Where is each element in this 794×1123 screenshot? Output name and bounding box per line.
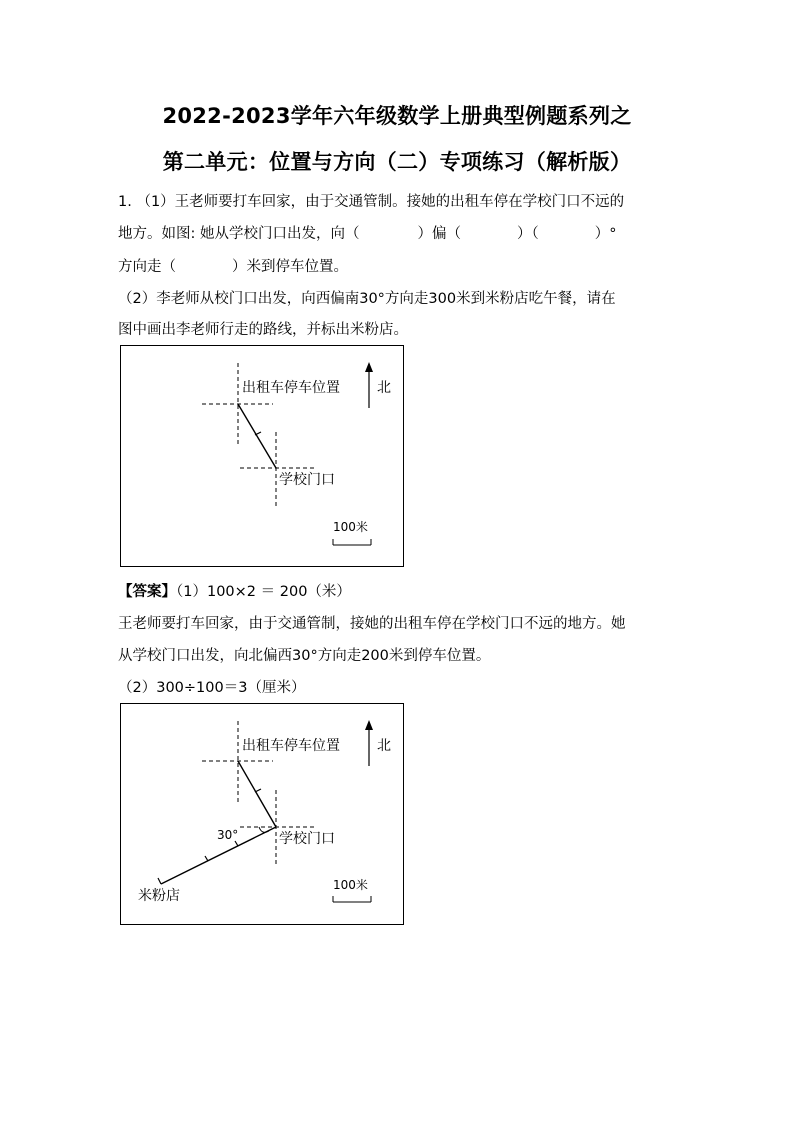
scale-label: 100米 bbox=[333, 878, 368, 892]
question-part2-line1: （2）李老师从校门口出发，向西偏南30°方向走300米到米粉店吃午餐，请在 bbox=[118, 291, 616, 307]
question-part1-line2b: ）偏（ bbox=[417, 226, 461, 242]
question-line-2 bbox=[118, 222, 617, 243]
angle-label: 30° bbox=[217, 828, 239, 842]
answer-explain-line1: 王老师要打车回家，由于交通管制，接她的出租车停在学校门口不远的地方。她 bbox=[118, 616, 626, 632]
question-line-3 bbox=[118, 255, 348, 276]
answer-part1: （1）100×2 ＝ 200（米） bbox=[176, 584, 351, 600]
question-part1-line2c: ）（ bbox=[517, 226, 539, 242]
question-part1-line3a: 方向走（ bbox=[118, 259, 176, 275]
question-part1-line2a: 地方。如图: 她从学校门口出发，向（ bbox=[118, 226, 360, 242]
question-number: 1. bbox=[118, 194, 132, 210]
route-line bbox=[238, 404, 276, 468]
taxi-label: 出租车停车位置 bbox=[242, 738, 340, 754]
answer-tag: 【答案】 bbox=[118, 584, 176, 600]
shop-label: 米粉店 bbox=[138, 888, 180, 904]
angle-arc bbox=[259, 827, 269, 832]
question-part2-line2: 图中画出李老师行走的路线，并标出米粉店。 bbox=[118, 322, 408, 338]
shop-route-tick-2 bbox=[205, 856, 208, 861]
figure-1-diagram bbox=[121, 346, 405, 568]
figure-2-diagram bbox=[121, 704, 405, 926]
title-line-2: 第二单元：位置与方向（二）专项练习（解析版） bbox=[162, 150, 632, 174]
question-line-1 bbox=[118, 190, 624, 211]
north-label: 北 bbox=[377, 380, 391, 396]
figure-2 bbox=[120, 703, 404, 925]
taxi-label: 出租车停车位置 bbox=[242, 380, 340, 396]
route-line bbox=[238, 761, 276, 827]
scale-label: 100米 bbox=[333, 520, 368, 534]
north-label: 北 bbox=[377, 738, 391, 754]
figure-1 bbox=[120, 345, 404, 567]
answer-part2: （2）300÷100＝3（厘米） bbox=[118, 680, 306, 696]
north-arrow-icon bbox=[365, 720, 373, 730]
school-label: 学校门口 bbox=[279, 472, 335, 488]
north-arrow-icon bbox=[365, 362, 373, 372]
answer-line-1 bbox=[118, 580, 351, 601]
shop-route-end-tick bbox=[158, 878, 161, 884]
route-tick bbox=[255, 789, 261, 792]
question-part1-line3b: ）米到停车位置。 bbox=[232, 259, 348, 275]
question-part1-line2d: ）° bbox=[594, 226, 617, 242]
title-line-1: 2022-2023学年六年级数学上册典型例题系列之 bbox=[162, 104, 632, 128]
school-label: 学校门口 bbox=[279, 831, 335, 847]
question-part1-line1: （1）王老师要打车回家，由于交通管制。接她的出租车停在学校门口不远的 bbox=[136, 194, 625, 210]
answer-explain-line2: 从学校门口出发，向北偏西30°方向走200米到停车位置。 bbox=[118, 648, 491, 664]
